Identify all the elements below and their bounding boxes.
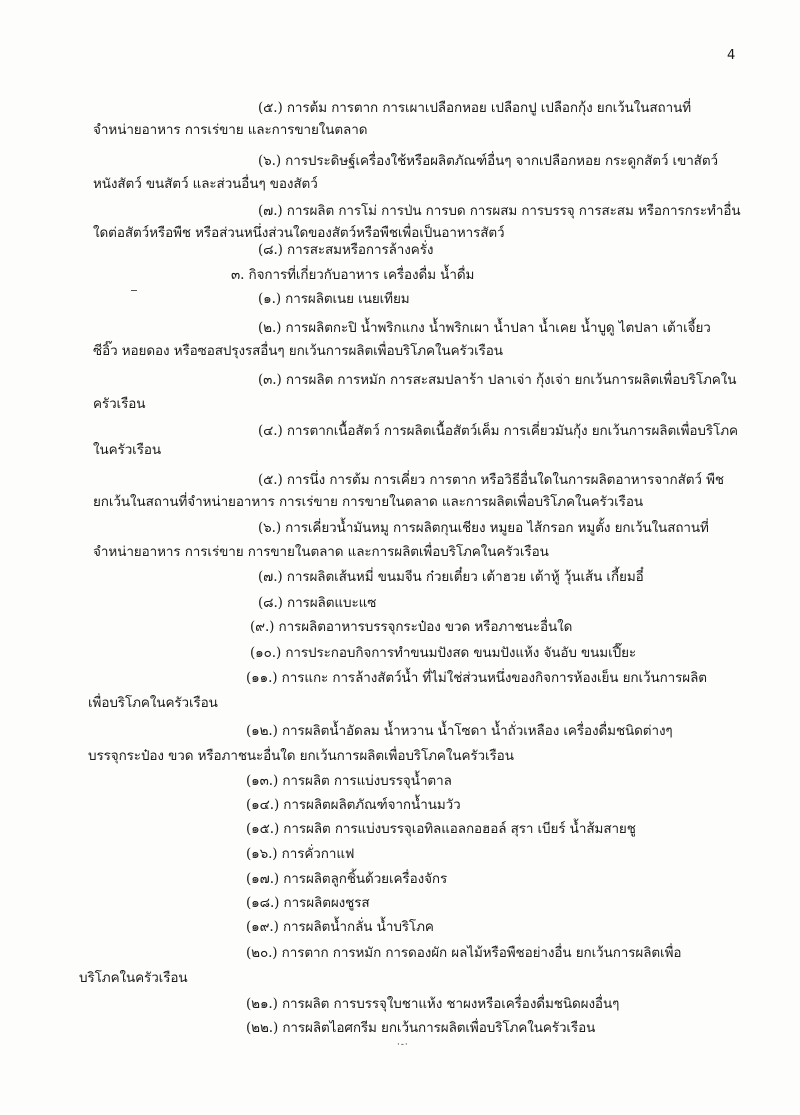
- page-number: 4: [727, 48, 736, 63]
- text-line: (๒๒.) การผลิตไอศกรีม ยกเว้นการผลิตเพื่อบริโภคในครัวเรือน: [246, 1020, 596, 1036]
- text-line: บรรจุกระป๋อง ขวด หรือภาชนะอื่นใด ยกเว้นการผลิตเพื่อบริโภคในครัวเรือน: [88, 748, 514, 764]
- text-line: (๑๓.) การผลิต การแบ่งบรรจุน้ำตาล: [246, 773, 452, 789]
- text-line: (๙.) การผลิตอาหารบรรจุกระป๋อง ขวด หรือภาชนะอื่นใด: [250, 619, 573, 635]
- text-line: ใดต่อสัตว์หรือพืช หรือส่วนหนึ่งส่วนใดของสัตว์หรือพืชเพื่อเป็นอาหารสัตว์: [93, 225, 505, 241]
- text-line: (๑๖.) การคั่วกาแฟ: [246, 846, 355, 862]
- text-line: หนังสัตว์ ขนสัตว์ และส่วนอื่นๆ ของสัตว์: [93, 176, 318, 192]
- text-line: ยกเว้นในสถานที่จำหน่ายอาหาร การเร่ขาย การขายในตลาด และการผลิตเพื่อบริโภคในครัวเรือน: [93, 494, 643, 510]
- text-line: จำหน่ายอาหาร การเร่ขาย การขายในตลาด และการผลิตเพื่อบริโภคในครัวเรือน: [93, 544, 549, 560]
- text-line: เพื่อบริโภคในครัวเรือน: [88, 695, 218, 711]
- text-line: (๑.) การผลิตเนย เนยเทียม: [258, 291, 410, 307]
- text-line: (๑๕.) การผลิต การแบ่งบรรจุเอทิลแอลกอฮอล์ สุรา เบียร์ น้ำส้มสายชู: [246, 821, 636, 837]
- text-line: (๓.) การผลิต การหมัก การสะสมปลาร้า ปลาเจ่า กุ้งเจ่า ยกเว้นการผลิตเพื่อบริโภคใน: [258, 372, 737, 388]
- text-line: (๑๑.) การแกะ การล้างสัตว์น้ำ ที่ไม่ใช่ส่วนหนึ่งของกิจการห้องเย็น ยกเว้นการผลิต: [246, 670, 707, 686]
- text-line: (๖.) การประดิษฐ์เครื่องใช้หรือผลิตภัณฑ์อื่นๆ จากเปลือกหอย กระดูกสัตว์ เขาสัตว์: [258, 153, 718, 169]
- text-line: ซีอิ๊ว หอยดอง หรือซอสปรุงรสอื่นๆ ยกเว้นการผลิตเพื่อบริโภคในครัวเรือน: [93, 343, 503, 359]
- text-line: ในครัวเรือน: [93, 442, 161, 458]
- text-line: (๑๒.) การผลิตน้ำอัดลม น้ำหวาน น้ำโซดา น้ำถั่วเหลือง เครื่องดื่มชนิดต่างๆ: [246, 723, 673, 739]
- text-line: (๑๙.) การผลิตน้ำกลั่น น้ำบริโภค: [246, 919, 434, 935]
- text-line: (๖.) การเคี่ยวน้ำมันหมู การผลิตกุนเชียง หมูยอ ไส้กรอก หมูตั้ง ยกเว้นในสถานที่: [258, 520, 709, 536]
- text-line: (๘.) การผลิตแบะแซ: [258, 595, 377, 611]
- text-line: (๑๘.) การผลิตผงชูรส: [246, 895, 370, 911]
- text-line: จำหน่ายอาหาร การเร่ขาย และการขายในตลาด: [93, 122, 368, 138]
- text-line: บริโภคในครัวเรือน: [79, 970, 188, 986]
- text-line: (๗.) การผลิตเส้นหมี่ ขนมจีน ก๋วยเตี๋ยว เต้าฮวย เต้าหู้ วุ้นเส้น เกี้ยมอี๋: [258, 569, 644, 585]
- text-line: (๗.) การผลิต การโม่ การป่น การบด การผสม การบรรจุ การสะสม หรือการกระทำอื่น: [258, 203, 741, 219]
- text-line: (๒๐.) การตาก การหมัก การดองผัก ผลไม้หรือพืชอย่างอื่น ยกเว้นการผลิตเพื่อ: [246, 945, 682, 961]
- text-line: (๒๑.) การผลิต การบรรจุใบชาแห้ง ชาผงหรือเครื่องดื่มชนิดผงอื่นๆ: [246, 996, 620, 1012]
- section-heading: ๓. กิจการที่เกี่ยวกับอาหาร เครื่องดื่ม น้ำดื่ม: [231, 267, 475, 283]
- text-line: (๘.) การสะสมหรือการล้างครั่ง: [258, 242, 434, 258]
- text-line: (๕.) การต้ม การตาก การเผาเปลือกหอย เปลือกปู เปลือกกุ้ง ยกเว้นในสถานที่: [258, 100, 692, 116]
- text-line: (๒.) การผลิตกะปิ น้ำพริกแกง น้ำพริกเผา น้ำปลา น้ำเคย น้ำบูดู ไตปลา เต้าเจี้ยว: [258, 320, 711, 336]
- text-line: ครัวเรือน: [93, 396, 146, 412]
- text-line: (๑๔.) การผลิตผลิตภัณฑ์จากน้ำนมวัว: [246, 797, 461, 813]
- text-line: (๔.) การตากเนื้อสัตว์ การผลิตเนื้อสัตว์เค็ม การเคี่ยวมันกุ้ง ยกเว้นการผลิตเพื่อบริโภค: [258, 423, 738, 439]
- stray-mark: [131, 290, 137, 291]
- text-line: (๕.) การนึ่ง การต้ม การเคี่ยว การตาก หรือวิธีอื่นใดในการผลิตอาหารจากสัตว์ พืช: [258, 472, 724, 488]
- footer-marks: ·-·: [397, 1040, 409, 1050]
- text-line: (๑๗.) การผลิตลูกชิ้นด้วยเครื่องจักร: [246, 871, 448, 887]
- text-line: (๑๐.) การประกอบกิจการทำขนมปังสด ขนมปังแห้ง จันอับ ขนมเปี๊ยะ: [250, 645, 637, 661]
